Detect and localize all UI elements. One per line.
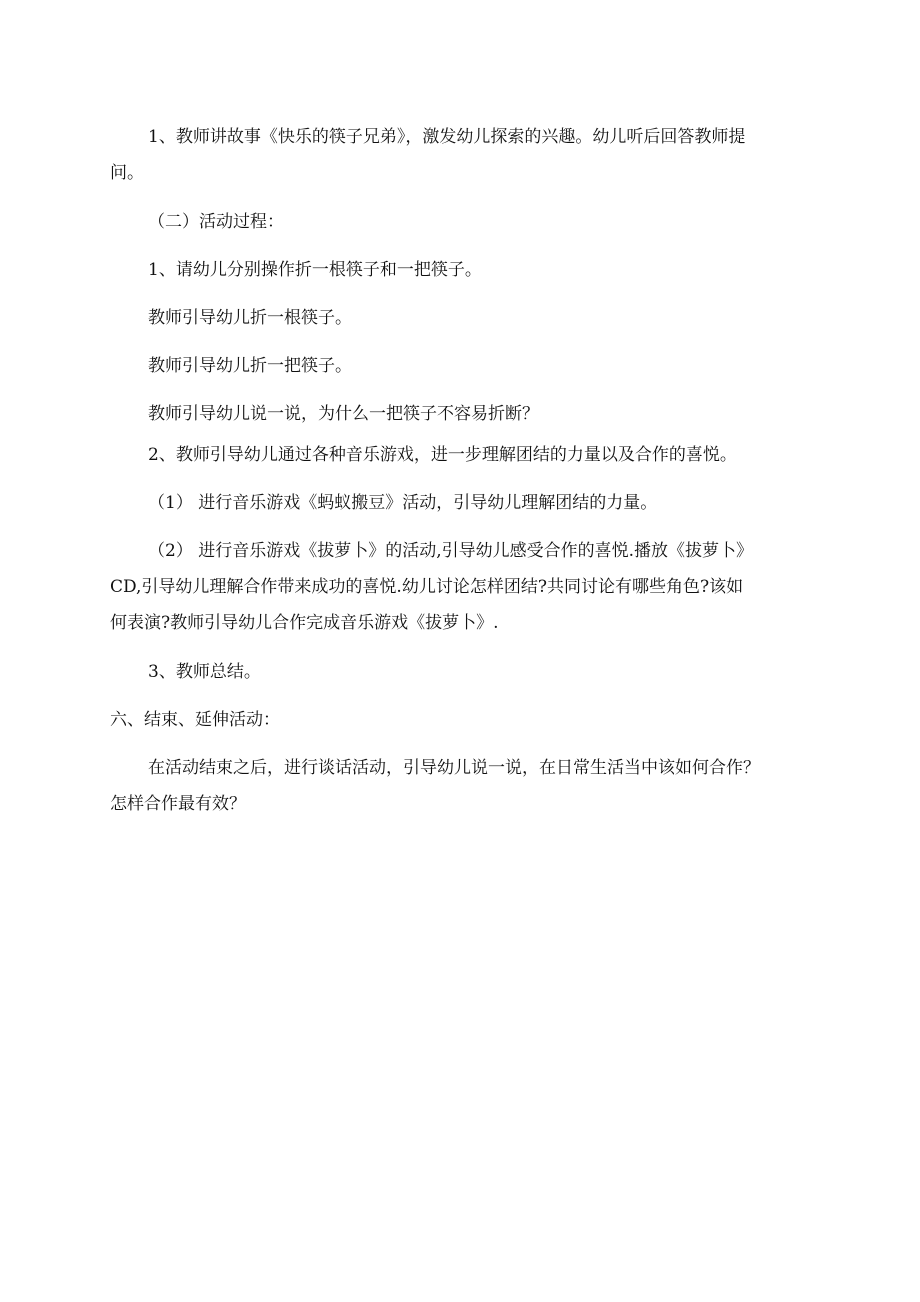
section-heading-activity-process: （二）活动过程： xyxy=(148,212,284,232)
step-2-sub-2-line2: CD,引导幼儿理解合作带来成功的喜悦.幼儿讨论怎样团结?共同讨论有哪些角色?该如 xyxy=(110,577,744,597)
step-1-sub-a: 教师引导幼儿折一根筷子。 xyxy=(148,308,352,328)
step-1-sub-c: 教师引导幼儿说一说，为什么一把筷子不容易折断？ xyxy=(148,404,539,424)
closing-paragraph-line2: 怎样合作最有效？ xyxy=(110,794,246,814)
step-2: 2、教师引导幼儿通过各种音乐游戏，进一步理解团结的力量以及合作的喜悦。 xyxy=(148,445,737,465)
step-3: 3、教师总结。 xyxy=(148,662,261,682)
step-1: 1、请幼儿分别操作折一根筷子和一把筷子。 xyxy=(148,260,482,280)
paragraph-intro-line2: 问。 xyxy=(110,163,144,183)
step-2-sub-2-line3: 何表演?教师引导幼儿合作完成音乐游戏《拔萝卜》. xyxy=(110,613,499,633)
step-2-sub-2-line1: （2） 进行音乐游戏《拔萝卜》的活动,引导幼儿感受合作的喜悦.播放《拔萝卜》 xyxy=(148,541,754,561)
closing-paragraph-line1: 在活动结束之后，进行谈话活动，引导幼儿说一说，在日常生活当中该如何合作？ xyxy=(148,758,760,778)
step-1-sub-b: 教师引导幼儿折一把筷子。 xyxy=(148,356,352,376)
step-2-sub-1: （1） 进行音乐游戏《蚂蚁搬豆》活动，引导幼儿理解团结的力量。 xyxy=(148,493,658,513)
section-heading-closing: 六、结束、延伸活动： xyxy=(110,710,280,730)
paragraph-intro-line1: 1、教师讲故事《快乐的筷子兄弟》，激发幼儿探索的兴趣。幼儿听后回答教师提 xyxy=(148,127,746,147)
